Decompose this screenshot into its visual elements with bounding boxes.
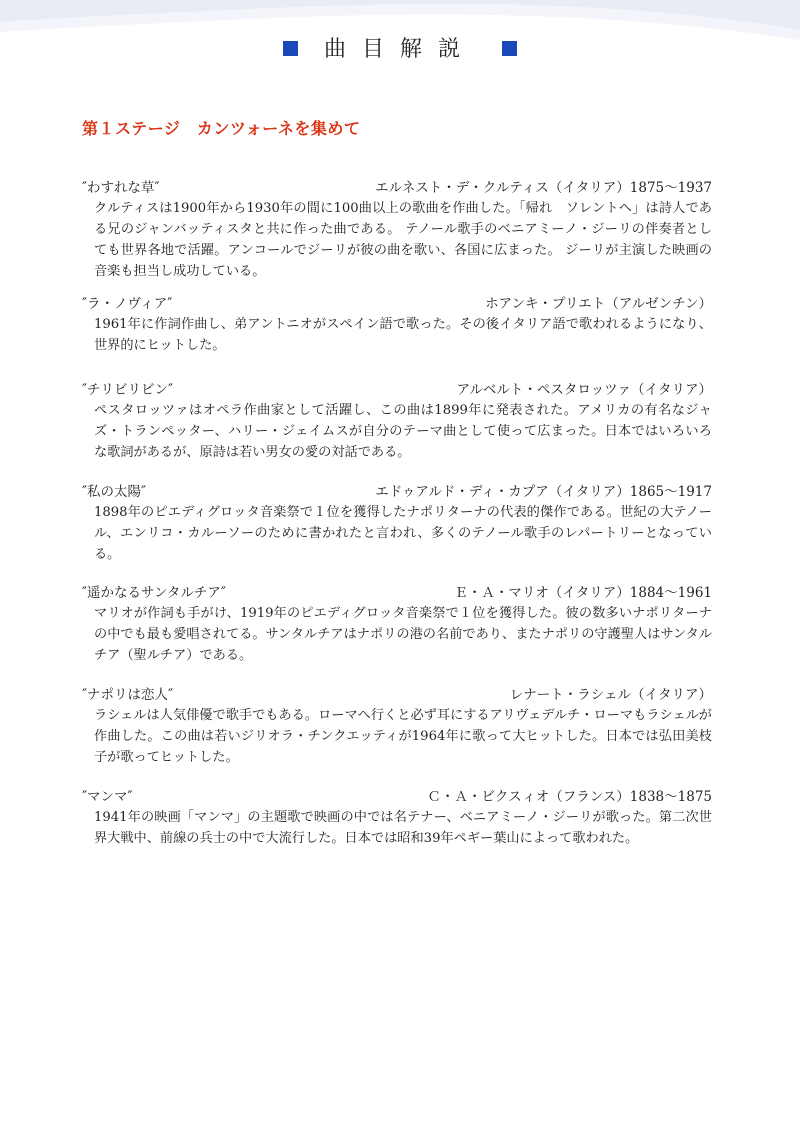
stage-heading: 第１ステージ カンツォーネを集めて <box>82 119 361 138</box>
page-title <box>0 36 800 64</box>
song-title: ″マンマ″ <box>82 789 133 805</box>
song-title: ″私の太陽″ <box>82 484 147 500</box>
piece-la-novia <box>82 294 712 356</box>
song-title: ″ナポリは恋人″ <box>82 687 174 703</box>
piece-santa-lucia-luntana <box>82 583 712 666</box>
piece-ciribiribin <box>82 380 712 463</box>
page-title-text: 曲目解説 <box>323 37 476 62</box>
composer-info: エドゥアルド・ディ・カプア（イタリア）1865～1917 <box>375 484 712 500</box>
piece-description: ラシェルは人気俳優で歌手でもある。ローマへ行くと必ず耳にするアリヴェデルチ・ローマもラシェルが作曲した。この曲は若いジリオラ・チンクエッティが1964年に歌って大ヒットした。日本では弘田美枝子が歌ってヒットした。 <box>94 708 712 765</box>
composer-info: Ｃ・Ａ・ビクスィオ（フランス）1838～1875 <box>427 789 712 805</box>
composer-info: アルベルト・ペスタロッツァ（イタリア） <box>456 382 712 398</box>
piece-o-sole-mio <box>82 482 712 565</box>
composer-info: レナート・ラシェル（イタリア） <box>509 687 712 703</box>
title-right-square-icon <box>502 41 517 56</box>
piece-napoli-innamorata <box>82 685 712 768</box>
piece-description: マリオが作詞も手がけ、1919年のピエディグロッタ音楽祭で１位を獲得した。彼の数多いナポリターナの中でも最も愛唱されてる。サンタルチアはナポリの港の名前であり、またナポリの守護聖人はサンタルチア（聖ルチア）である。 <box>94 606 712 663</box>
piece-mamma <box>82 787 712 849</box>
song-title: ″ラ・ノヴィア″ <box>82 296 173 312</box>
composer-info: ホアンキ・プリエト（アルゼンチン） <box>485 296 712 312</box>
piece-wasurenagusa <box>82 178 712 282</box>
piece-description: クルティスは1900年から1930年の間に100曲以上の歌曲を作曲した。「帰れ ソレントへ」は詩人である兄のジャンバッティスタと共に作った曲である。 テノール歌手のベニアミーノ・ジーリの伴奏者としても世界各地で活躍。アンコールでジーリが彼の曲を歌い、各国に広まった。 ジーリが主演した映画の音楽も担当し成功している。 <box>94 201 712 279</box>
composer-info: エルネスト・デ・クルティス（イタリア）1875～1937 <box>375 180 712 196</box>
piece-description: ペスタロッツァはオペラ作曲家として活躍し、この曲は1899年に発表された。アメリカの有名なジャズ・トランペッター、ハリー・ジェイムスが自分のテーマ曲として使って広まった。日本ではいろいろな歌詞があるが、原詩は若い男女の愛の対話である。 <box>94 403 712 460</box>
song-title: ″わすれな草″ <box>82 180 160 196</box>
piece-description: 1941年の映画「マンマ」の主題歌で映画の中では名テナー、ベニアミーノ・ジーリが歌った。第二次世界大戦中、前線の兵士の中で大流行した。日本では昭和39年ペギー葉山によって歌われた。 <box>94 810 712 846</box>
composer-info: Ｅ・Ａ・マリオ（イタリア）1884～1961 <box>454 585 712 601</box>
piece-description: 1961年に作詞作曲し、弟アントニオがスペイン語で歌った。その後イタリア語で歌われるようになり、世界的にヒットした。 <box>94 317 712 353</box>
title-left-square-icon <box>283 41 298 56</box>
song-title: ″チリビリビン″ <box>82 382 174 398</box>
piece-description: 1898年のピエディグロッタ音楽祭で１位を獲得したナポリターナの代表的傑作である。世紀の大テノール、エンリコ・カルーソーのために書かれたと言われ、多くのテノール歌手のレパートリーとなっている。 <box>94 505 712 562</box>
song-title: ″遥かなるサンタルチア″ <box>82 585 226 601</box>
